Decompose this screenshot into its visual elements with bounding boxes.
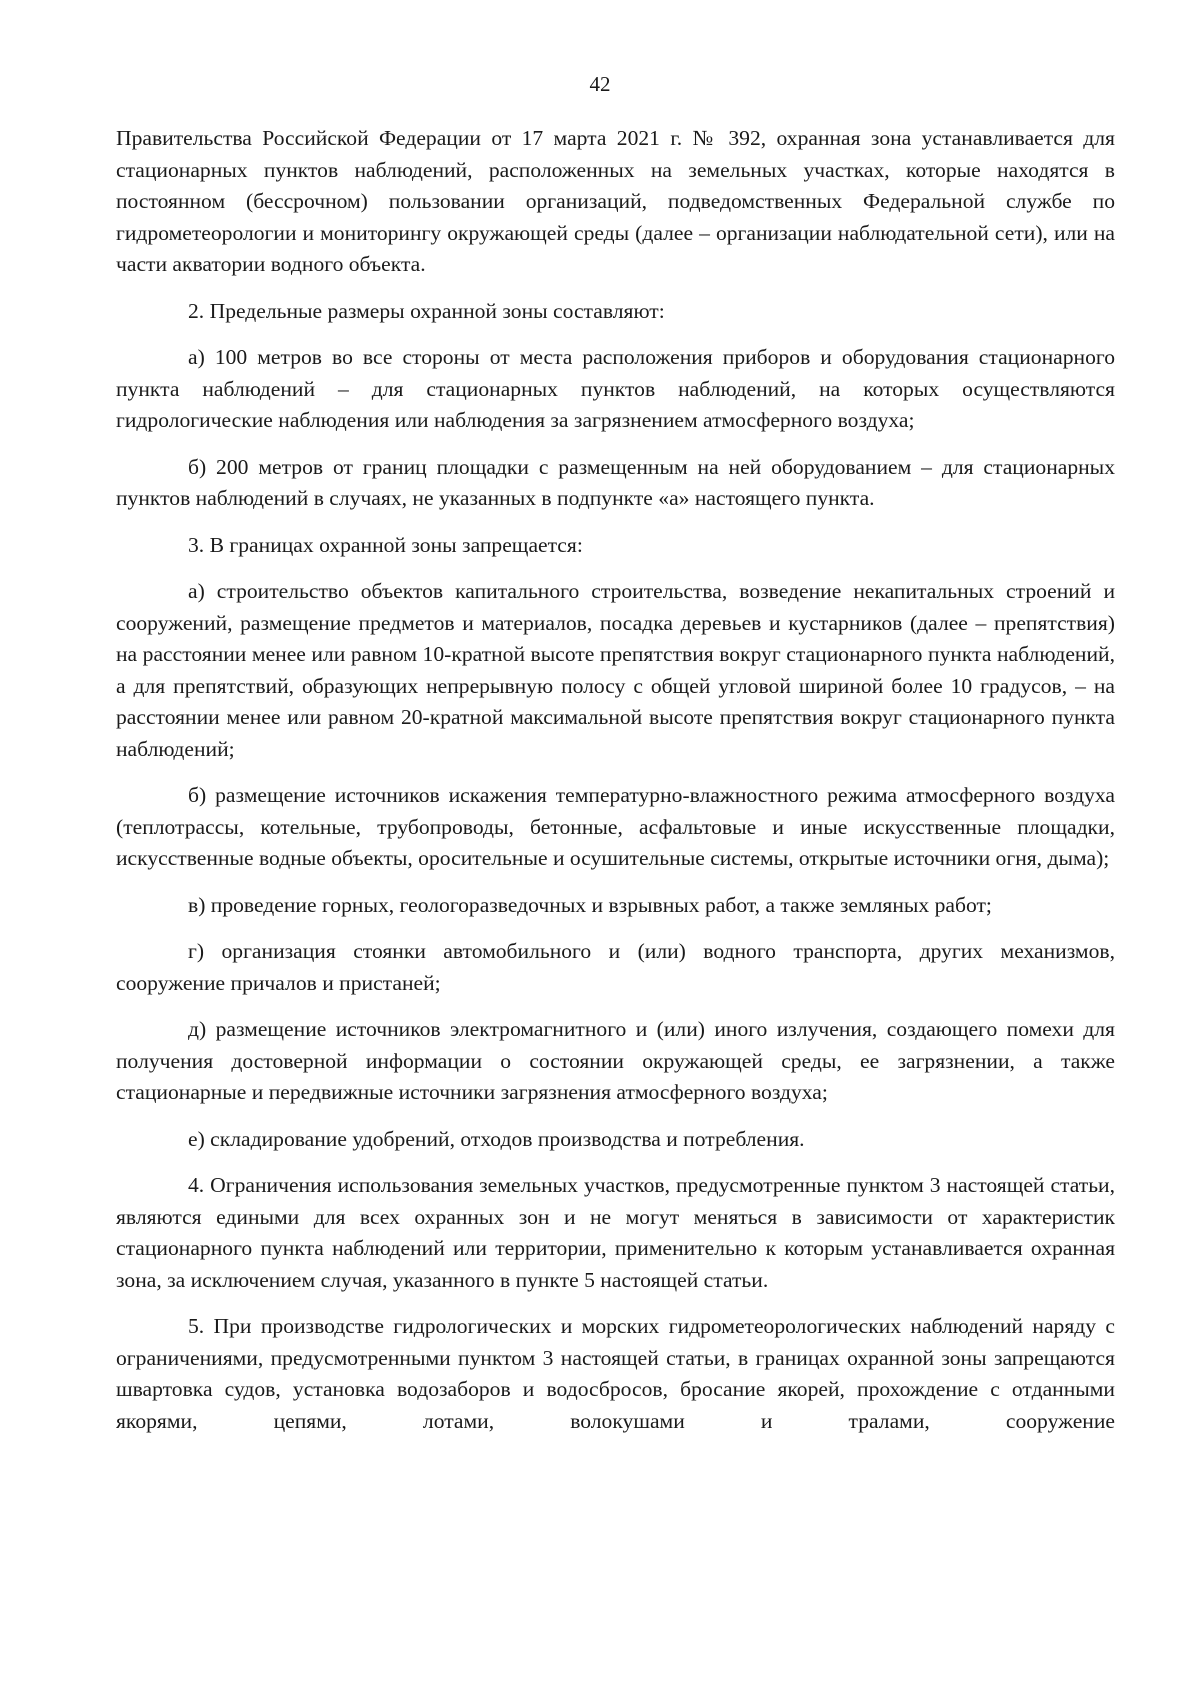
paragraph-item-3g: г) организация стоянки автомобильного и (или) водного транспорта, других механизмов, сооружение причалов и пристаней; [116,939,1115,995]
paragraph-item-2: 2. Предельные размеры охранной зоны составляют: [188,298,665,323]
paragraph-item-3e: е) складирование удобрений, отходов производства и потребления. [188,1126,805,1151]
paragraph-item-3a: а) строительство объектов капитального строительства, возведение некапитальных строений и сооружений, размещение предметов и материалов, посадка деревьев и кустарников (далее – препятствия) на расстоянии менее или равном 10-кратной высоте препятствия вокруг стационарного пункта наблюдений, а для препятствий, образующих непрерывную полосу с общей угловой шириной более 10 градусов, – на расстоянии менее или равном 20-кратной максимальной высоте препятствия вокруг стационарного пункта наблюдений; [116,579,1115,761]
paragraph-continuation: Правительства Российской Федерации от 17 марта 2021 г. № 392, охранная зона устанавливается для стационарных пунктов наблюдений, расположенных на земельных участках, которые находятся в постоянном (бессрочном) пользовании организаций, подведомственных Федеральной службе по гидрометеорологии и мониторингу окружающей среды (далее – организации наблюдательной сети), или на части акватории водного объекта. [116,126,1115,276]
paragraph-item-3d: д) размещение источников электромагнитного и (или) иного излучения, создающего помехи для получения достоверной информации о состоянии окружающей среды, ее загрязнении, а также стационарные и передвижные источники загрязнения атмосферного воздуха; [116,1017,1115,1104]
paragraph-item-3v: в) проведение горных, геологоразведочных и взрывных работ, а также земляных работ; [188,892,992,917]
paragraph-item-2a: а) 100 метров во все стороны от места расположения приборов и оборудования стационарного пункта наблюдений – для стационарных пунктов наблюдений, на которых осуществляются гидрологические наблюдения или наблюдения за загрязнением атмосферного воздуха; [116,345,1115,432]
paragraph-item-4: 4. Ограничения использования земельных участков, предусмотренные пунктом 3 настоящей статьи, являются едиными для всех охранных зон и не могут меняться в зависимости от характеристик стационарного пункта наблюдений или территории, применительно к которым устанавливается охранная зона, за исключением случая, указанного в пункте 5 настоящей статьи. [116,1173,1115,1292]
paragraph-item-3b: б) размещение источников искажения температурно-влажностного режима атмосферного воздуха (теплотрассы, котельные, трубопроводы, бетонные, асфальтовые и иные искусственные площадки, искусственные водные объекты, оросительные и осушительные системы, открытые источники огня, дыма); [116,783,1115,870]
paragraph-item-2b: б) 200 метров от границ площадки с размещенным на ней оборудованием – для стационарных пунктов наблюдений в случаях, не указанных в подпункте «а» настоящего пункта. [116,454,1115,510]
document-body [116,123,1115,1452]
paragraph-item-3: 3. В границах охранной зоны запрещается: [188,532,583,557]
paragraph-item-5: 5. При производстве гидрологических и морских гидрометеорологических наблюдений наряду с ограничениями, предусмотренными пунктом 3 настоящей статьи, в границах охранной зоны запрещаются швартовка судов, установка водозаборов и водосбросов, бросание якорей, прохождение с отданными якорями, цепями, лотами, волокушами и тралами, сооружение [116,1314,1115,1433]
page-number: 42 [589,72,611,96]
